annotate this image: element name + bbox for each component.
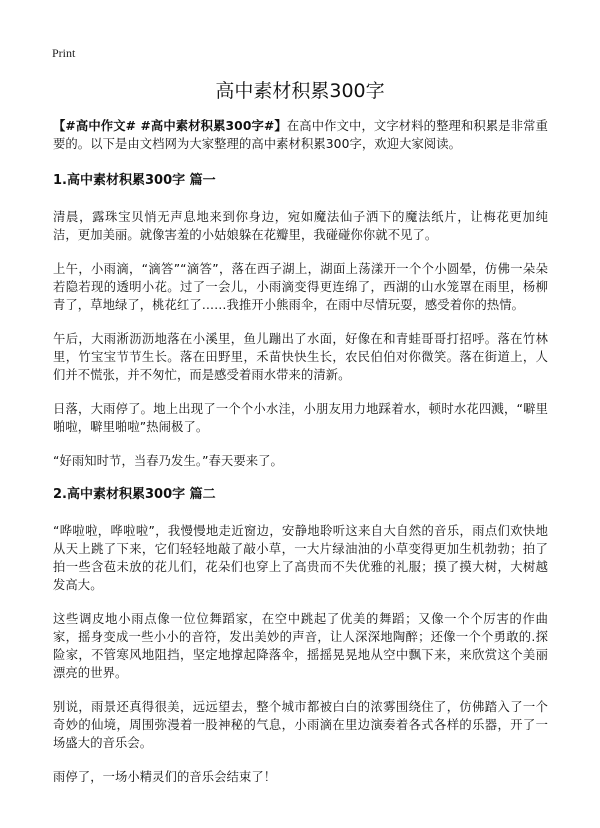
intro-text: 在高中作文中，文字材料的整理和积累是非常重要的。以下是由文档网为大家整理的高中素材积累300字，欢迎大家阅读。 [53,119,549,151]
section-2-paragraph-4: 雨停了，一场小精灵们的音乐会结束了！ [53,770,277,784]
print-link[interactable]: Print [52,46,76,60]
section-2-paragraph-3: 别说，雨景还真得很美，远远望去，整个城市都被白白的浓雾围绕住了，仿佛踏入了一个奇妙的仙境，周围弥漫着一股神秘的气息，小雨滴在里边演奏着各式各样的乐器，开了一场盛大的音乐会。 [53,700,548,750]
section-1-paragraph-3: 午后，大雨淅沥沥地落在小溪里，鱼儿蹦出了水面，好像在和青蛙哥哥打招呼。落在竹林里，竹宝宝节节生长。落在田野里，禾苗快快生长，农民伯伯对你微笑。落在街道上，人们并不慌张，并不匆忙，而是感受着雨水带来的清新。 [53,332,548,382]
section-1-paragraph-2: 上午，小雨滴，“滴答”“滴答”，落在西子湖上，湖面上荡漾开一个个小圆晕，仿佛一朵朵若隐若现的透明小花。过了一会儿，小雨滴变得更连绵了，西湖的山水笼罩在雨里，杨柳青了，草地绿了，桃花红了……我推开小熊雨伞，在雨中尽情玩耍，感受着你的热情。 [53,262,548,312]
article-body [53,117,548,786]
intro-tag: 【#高中作文# #高中素材积累300字#】 [53,119,287,133]
section-1-paragraph-4: 日落，大雨停了。地上出现了一个个小水洼，小朋友用力地踩着水，顿时水花四溅，“噼里啪啦，噼里啪啦”热闹极了。 [53,402,548,434]
section-heading-1: 1.高中素材积累300字 篇一 [53,173,216,188]
section-heading-2: 2.高中素材积累300字 篇二 [53,487,216,502]
section-2-paragraph-1: “哗啦啦，哗啦啦”，我慢慢地走近窗边，安静地聆听这来自大自然的音乐，雨点们欢快地从天上跳了下来，它们轻轻地敲了敲小草，一大片绿油油的小草变得更加生机勃勃；拍了拍一些含苞未放的花儿们，花朵们也穿上了高贵而不失优雅的礼服；摸了摸大树，大树越发高大。 [53,524,548,592]
section-1-paragraph-5: “好雨知时节，当春乃发生。”春天要来了。 [53,454,283,468]
page-title: 高中素材积累300字 [215,80,385,102]
section-2-paragraph-2: 这些调皮地小雨点像一位位舞蹈家，在空中跳起了优美的舞蹈；又像一个个厉害的作曲家，摇身变成一些小小的音符，发出美妙的声音，让人深深地陶醉；还像一个个勇敢的.探险家，不管寒风地阻挡，坚定地撑起降落伞，摇摇晃晃地从空中飘下来，来欣赏这个美丽漂亮的世界。 [53,612,548,680]
intro-paragraph [53,117,548,153]
section-1-paragraph-1: 清晨，露珠宝贝悄无声息地来到你身边，宛如魔法仙子洒下的魔法纸片，让梅花更加纯洁，更加美丽。就像害羞的小姑娘躲在花瓣里，我碰碰你你就不见了。 [53,210,548,242]
